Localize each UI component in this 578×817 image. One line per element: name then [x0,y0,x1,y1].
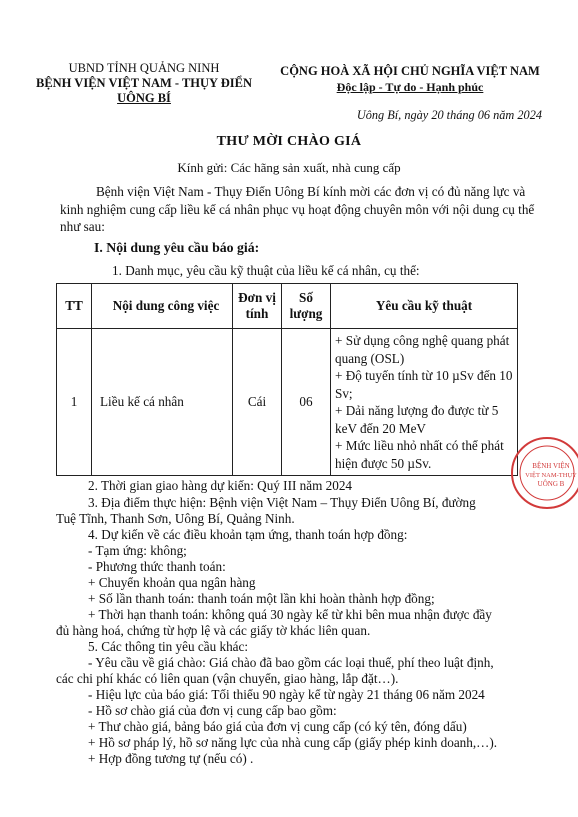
col-header-requirements: Yêu cầu kỹ thuật [331,284,518,329]
greeting: Kính gửi: Các hãng sản xuất, nhà cung cấp [177,160,401,175]
issuer-header [32,61,256,106]
col-header-qty: Số lượng [282,284,331,329]
cell-content: Liều kế cá nhân [92,329,233,476]
payment-method-heading: - Phương thức thanh toán: [88,559,226,574]
intro-paragraph [60,183,542,236]
nation-title: CỘNG HOÀ XÃ HỘI CHỦ NGHĨA VIỆT NAM [280,64,540,78]
dossier-heading: - Hồ sơ chào giá của đơn vị cung cấp bao gồm: [88,703,337,718]
seal-text: BỆNH VIỆN [532,462,570,470]
other-info-heading: 5. Các thông tin yêu cầu khác: [88,639,249,654]
requirement-item: + Sử dụng công nghệ quang phát quang (OSL) [335,333,510,366]
requirements-table [56,283,518,476]
payment-deadline-line1: + Thời hạn thanh toán: không quá 30 ngày kể từ khi bên mua nhận được đầy [88,607,492,622]
advance-payment: - Tạm ứng: không; [88,543,187,558]
cell-requirements [331,329,518,476]
requirement-item: + Mức liều nhỏ nhất có thể phát hiện được 50 µSv. [335,438,504,471]
payment-count: + Số lần thanh toán: thanh toán một lần khi hoàn thành hợp đồng; [88,591,435,606]
price-requirement-line1: - Yêu cầu về giá chào: Giá chào đã bao gồm các loại thuế, phí theo luật định, [88,655,494,670]
payment-method: + Chuyển khoản qua ngân hàng [88,575,256,590]
payment-deadline-line2: đủ hàng hoá, chứng từ hợp lệ và các giấy tờ khác liên quan. [56,623,371,638]
dossier-item: + Hồ sơ pháp lý, hồ sơ năng lực của nhà cung cấp (giấy phép kinh doanh,…). [88,735,498,750]
section-heading: I. Nội dung yêu cầu báo giá: [94,240,260,255]
issuer-name-line2: UÔNG BÍ [117,91,171,105]
price-requirement-line2: các chi phí khác có liên quan (vận chuyển, giao hàng, lắp đặt…). [56,671,399,686]
cell-qty: 06 [282,329,331,476]
document-date: Uông Bí, ngày 20 tháng 06 năm 2024 [356,108,542,122]
cell-unit: Cái [233,329,282,476]
col-header-content: Nội dung công việc [92,284,233,329]
issuer-authority: UBND TỈNH QUẢNG NINH [68,61,220,75]
seal-text: UÔNG B [537,480,565,488]
cell-tt: 1 [57,329,92,476]
document-title: THƯ MỜI CHÀO GIÁ [216,134,362,149]
requirement-item: + Độ tuyến tính từ 10 µSv đến 10 Sv; [335,368,513,401]
quote-validity: - Hiệu lực của báo giá: Tối thiểu 90 ngày kể từ ngày 21 tháng 06 năm 2024 [88,687,485,702]
delivery-time: 2. Thời gian giao hàng dự kiến: Quý III năm 2024 [88,478,353,493]
payment-terms-heading: 4. Dự kiến về các điều khoản tạm ứng, thanh toán hợp đồng: [88,527,408,542]
dossier-item: + Thư chào giá, bảng báo giá của đơn vị cung cấp (có ký tên, đóng dấu) [88,719,467,734]
dossier-item: + Hợp đồng tương tự (nếu có) . [88,751,254,766]
col-header-tt: TT [57,284,92,329]
requirement-item: + Dải năng lượng đo được từ 5 keV đến 20 MeV [335,403,499,436]
location-line2: Tuệ Tĩnh, Thanh Sơn, Uông Bí, Quảng Ninh. [56,511,295,526]
seal-text: VIỆT NAM-THỤY [525,472,577,479]
official-seal [507,433,578,513]
national-motto: Độc lập - Tự do - Hạnh phúc [336,80,484,94]
national-header [262,63,558,95]
item-1-intro: 1. Danh mục, yêu cầu kỹ thuật của liều kế cá nhân, cụ thể: [112,263,420,278]
col-header-unit: Đơn vị tính [233,284,282,329]
intro-text: Bệnh viện Việt Nam - Thụy Điển Uông Bí kính mời các đơn vị có đủ năng lực và kinh nghiệm cung cấp liều kế cá nhân phục vụ hoạt động chuyên môn với nội dung cụ thể như sau: [60,184,535,234]
location-line1: 3. Địa điểm thực hiện: Bệnh viện Việt Nam – Thụy Điển Uông Bí, đường [88,495,476,510]
issuer-name: BỆNH VIỆN VIỆT NAM - THỤY ĐIỂN [35,76,252,90]
table-header-row [57,284,518,329]
table-row [57,329,518,476]
